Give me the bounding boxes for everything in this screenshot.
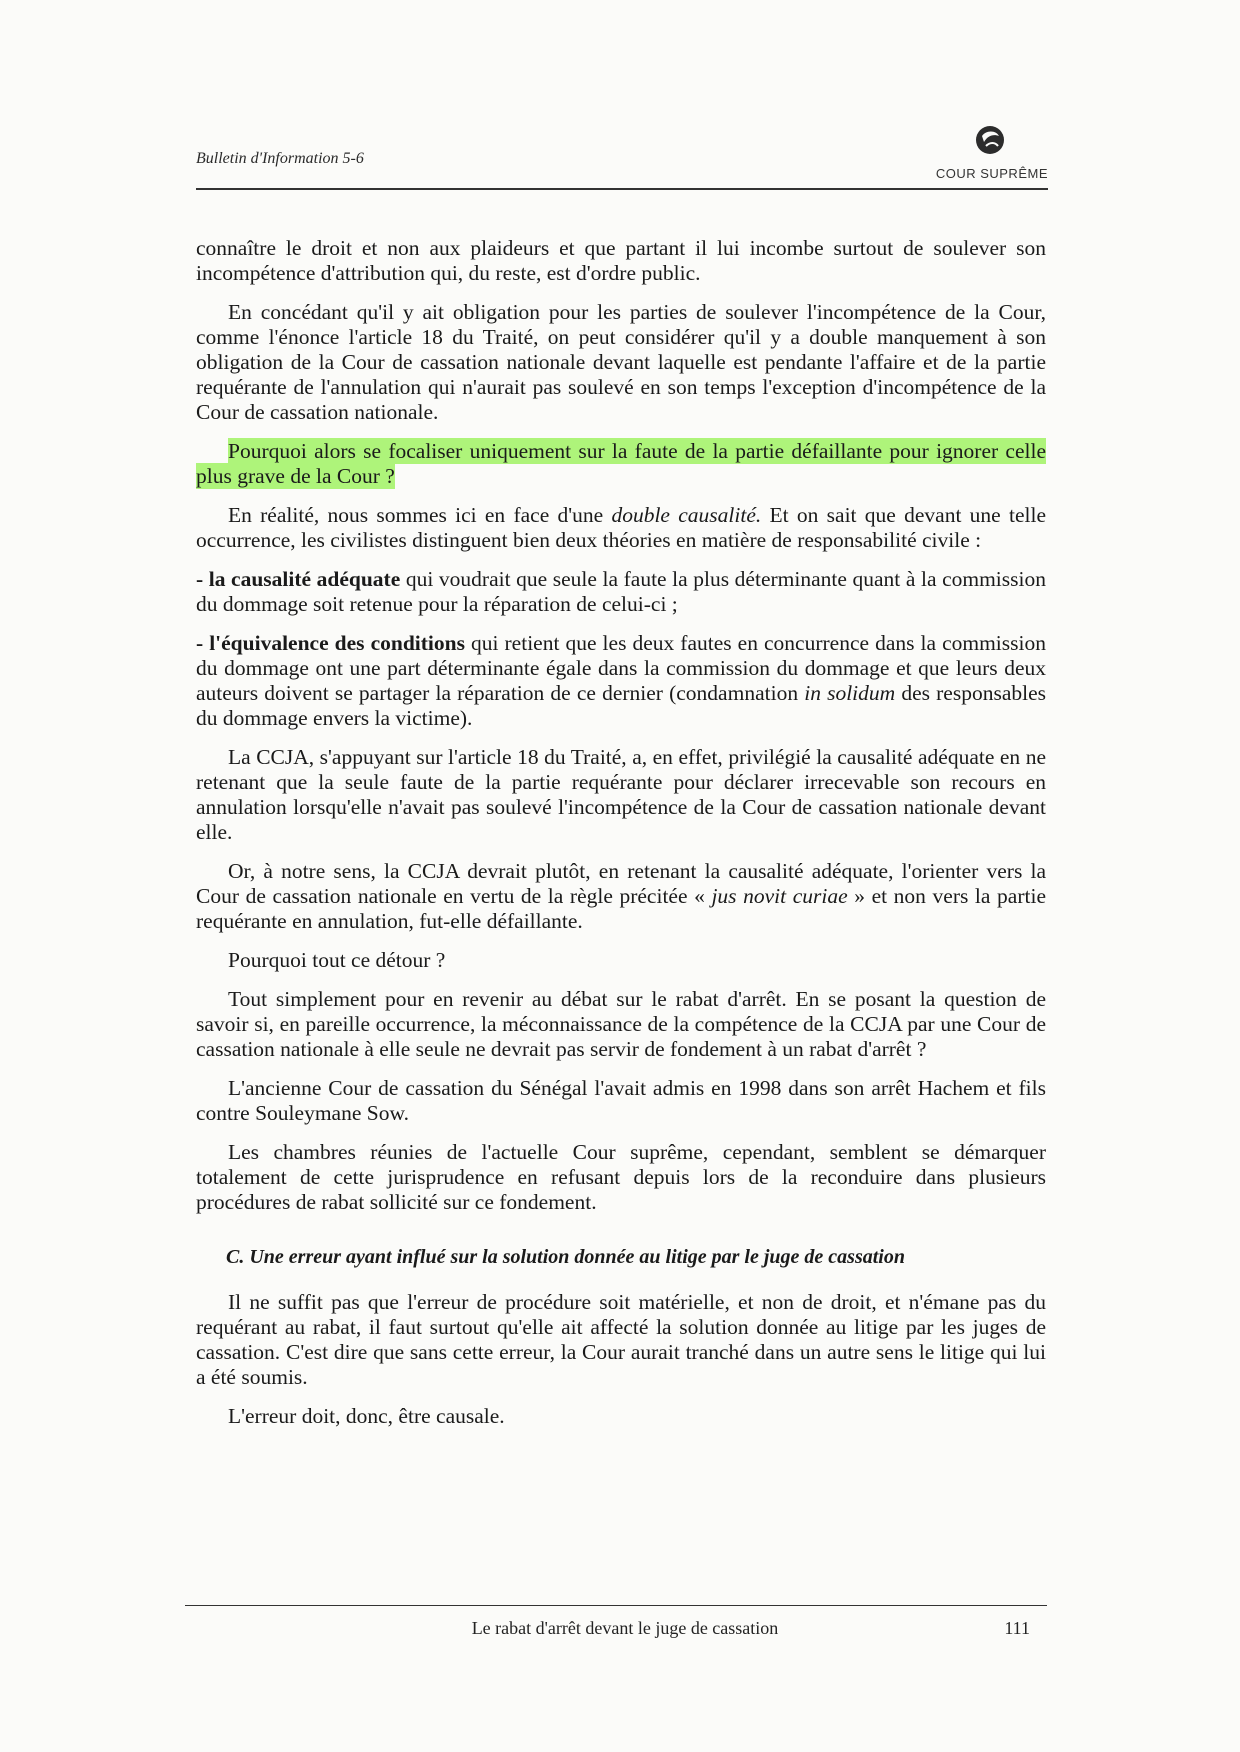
header-divider — [196, 188, 1048, 190]
highlighted-paragraph — [196, 439, 1046, 489]
paragraph: Il ne suffit pas que l'erreur de procédure soit matérielle, et non de droit, et n'émane pas du requérant au rabat, il faut surtout qu'elle ait affecté la solution donnée au litige par les juges de cassation. C'est dire que sans cette erreur, la Cour aurait tranché dans un autre sens le litige qui lui a été soumis. — [196, 1290, 1046, 1389]
paragraph: En réalité, nous sommes ici en face d'une double causalité. Et on sait que devant une telle occurrence, les civilistes distinguent bien deux théories en matière de responsabilité civile : — [196, 503, 1046, 552]
paragraph: Les chambres réunies de l'actuelle Cour suprême, cependant, semblent se démarquer totalement de cette jurisprudence en refusant depuis lors de la reconduire dans plusieurs procédures de rabat sollicité sur ce fondement. — [196, 1140, 1046, 1214]
paragraph: Or, à notre sens, la CCJA devrait plutôt, en retenant la causalité adéquate, l'orienter vers la Cour de cassation nationale en vertu de la règle précitée « jus novit curiae » et non vers la partie requérante en annulation, fut-elle défaillante. — [196, 859, 1046, 933]
page-number: 111 — [1004, 1618, 1030, 1638]
list-item: - la causalité adéquate qui voudrait que seule la faute la plus déterminante quant à la commission du dommage soit retenue pour la réparation de celui-ci ; — [196, 567, 1046, 616]
highlight-mark: Pourquoi alors se focaliser uniquement sur la faute de la partie défaillante pour ignorer celle plus grave de la Cour ? — [196, 439, 1046, 488]
court-emblem-icon — [970, 120, 1010, 160]
header-title: Bulletin d'Information 5-6 — [196, 150, 364, 167]
paragraph: Pourquoi tout ce détour ? — [228, 948, 446, 972]
paragraph: Tout simplement pour en revenir au débat sur le rabat d'arrêt. En se posant la question de savoir si, en pareille occurrence, la méconnaissance de la compétence de la CCJA par une Cour de cassation nationale à elle seule ne devrait pas servir de fondement à un rabat d'arrêt ? — [196, 987, 1046, 1061]
header-brand: COUR SUPRÊME — [935, 166, 1048, 181]
footer-divider — [185, 1605, 1047, 1606]
main-text — [196, 236, 1046, 1443]
paragraph: La CCJA, s'appuyant sur l'article 18 du Traité, a, en effet, privilégié la causalité adéquate en ne retenant que la seule faute de la partie requérante pour déclarer irrecevable son recours en annulation lorsqu'elle n'avait pas soulevé l'incompétence de la Cour de cassation nationale devant elle. — [196, 745, 1046, 844]
section-heading: C. Une erreur ayant influé sur la solution donnée au litige par le juge de cassation — [226, 1246, 905, 1268]
paragraph: L'erreur doit, donc, être causale. — [228, 1404, 505, 1428]
list-item: - l'équivalence des conditions qui retient que les deux fautes en concurrence dans la commission du dommage ont une part déterminante égale dans la commission du dommage et que leurs deux auteurs doivent se partager la réparation de ce dernier (condamnation in solidum des responsables du dommage envers la victime). — [196, 631, 1046, 730]
paragraph: L'ancienne Cour de cassation du Sénégal l'avait admis en 1998 dans son arrêt Hachem et fils contre Souleymane Sow. — [196, 1076, 1046, 1125]
footer-title: Le rabat d'arrêt devant le juge de cassation — [471, 1618, 779, 1638]
paragraph: En concédant qu'il y ait obligation pour les parties de soulever l'incompétence de la Cour, comme l'énonce l'article 18 du Traité, on peut considérer qu'il y a double manquement à son obligation de la Cour de cassation nationale devant laquelle est pendante l'affaire et de la partie requérante de l'annulation qui n'aurait pas soulevé en son temps l'exception d'incompétence de la Cour de cassation nationale. — [196, 300, 1046, 424]
paragraph: connaître le droit et non aux plaideurs et que partant il lui incombe surtout de soulever son incompétence d'attribution qui, du reste, est d'ordre public. — [196, 236, 1046, 285]
